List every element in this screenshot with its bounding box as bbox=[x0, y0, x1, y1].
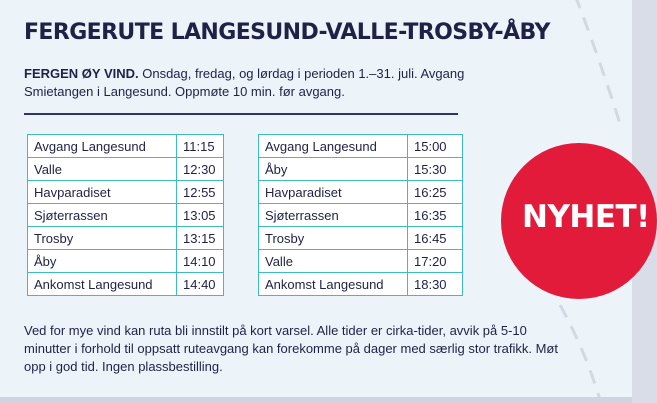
stop-name: Ankomst Langesund bbox=[28, 273, 177, 296]
page-title: FERGERUTE LANGESUND-VALLE-TROSBY-ÅBY bbox=[24, 20, 550, 45]
notice-paragraph: Ved for mye vind kan ruta bli innstilt på kort varsel. Alle tider er cirka-tider, avvik på 5-10 minutter i forhold til oppsatt ruteavgang kan forekomme på dager med særlig stor trafikk. Møt opp i god tid. Ingen plassbestilling. bbox=[24, 323, 558, 374]
departure-time: 12:55 bbox=[177, 181, 224, 204]
departure-time: 13:15 bbox=[177, 227, 224, 250]
stop-name: Sjøterrassen bbox=[28, 204, 177, 227]
stop-name: Trosby bbox=[28, 227, 177, 250]
stop-name: Ankomst Langesund bbox=[259, 273, 408, 296]
departure-time: 15:00 bbox=[408, 135, 463, 158]
stop-name: Åby bbox=[259, 158, 408, 181]
departure-time: 16:25 bbox=[408, 181, 463, 204]
stop-name: Sjøterrassen bbox=[259, 204, 408, 227]
departure-time: 14:40 bbox=[177, 273, 224, 296]
stop-name: Havparadiset bbox=[28, 181, 177, 204]
stop-name: Valle bbox=[259, 250, 408, 273]
departure-time: 13:05 bbox=[177, 204, 224, 227]
departure-time: 15:30 bbox=[408, 158, 463, 181]
stop-name: Avgang Langesund bbox=[28, 135, 177, 158]
departure-time: 11:15 bbox=[177, 135, 224, 158]
stop-name: Avgang Langesund bbox=[259, 135, 408, 158]
departure-time: 16:45 bbox=[408, 227, 463, 250]
stop-name: Valle bbox=[28, 158, 177, 181]
departure-time: 16:35 bbox=[408, 204, 463, 227]
new-badge-label: NYHET! bbox=[522, 199, 650, 235]
departure-time: 18:30 bbox=[408, 273, 463, 296]
bottom-strip bbox=[0, 397, 632, 403]
stop-name: Åby bbox=[28, 250, 177, 273]
stop-name: Havparadiset bbox=[259, 181, 408, 204]
departure-time: 14:10 bbox=[177, 250, 224, 273]
stop-name: Trosby bbox=[259, 227, 408, 250]
departure-time: 12:30 bbox=[177, 158, 224, 181]
ferry-name: FERGEN ØY VIND. bbox=[24, 66, 139, 81]
intro-text: Onsdag, fredag, og lørdag i perioden 1.–31. juli. Avgang Smietangen i Langesund. Oppmøte 10 min. før avgang. bbox=[24, 66, 465, 99]
departure-time: 17:20 bbox=[408, 250, 463, 273]
